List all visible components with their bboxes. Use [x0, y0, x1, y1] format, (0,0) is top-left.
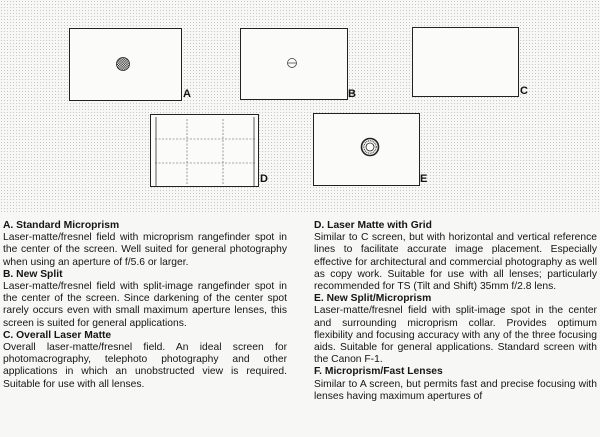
entry-a [3, 220, 287, 269]
right-text-column [314, 220, 597, 403]
entry-f [314, 366, 597, 403]
entry-body: Similar to A screen, but permits fast and precise focusing with lenses having maximum apertures of [314, 378, 597, 402]
screen-e-diagram [313, 113, 420, 186]
entry-body: Laser-matte/fresnel field with split-image spot in the center and surrounding microprism collar. Provides optimum flexibility and focusing accuracy with any of the three focusing aids. Suitable for general applications. Standard screen with the Canon F-1. [314, 305, 597, 366]
entry-e [314, 293, 597, 366]
split-microprism-collar-icon [314, 114, 421, 187]
screen-d-diagram [150, 114, 259, 187]
microprism-spot-icon [70, 29, 183, 102]
entry-title: D. Laser Matte with Grid [314, 220, 432, 231]
screen-c-diagram [412, 27, 519, 97]
screen-e-label: E [420, 173, 428, 185]
screen-b-label: B [348, 88, 356, 100]
entry-b [3, 269, 287, 330]
entry-body: Overall laser-matte/fresnel field. An ideal screen for photomacrography, telephoto photography and other applications in which an unobstructed view is required. Suitable for use with all lenses. [3, 342, 287, 390]
screen-b-diagram [240, 28, 348, 100]
entry-title: A. Standard Microprism [3, 220, 120, 231]
screen-a-diagram [69, 28, 182, 101]
screen-c-label: C [520, 85, 528, 97]
grid-lines-icon [151, 115, 260, 188]
entry-d [314, 220, 597, 293]
entry-title: B. New Split [3, 268, 63, 280]
entry-title: C. Overall Laser Matte [3, 329, 112, 341]
focusing-screens-illustration [0, 0, 600, 212]
entry-title: E. New Split/Microprism [314, 293, 432, 305]
entry-body: Similar to C screen, but with horizontal and vertical reference lines to facilitate accurate image placement. Especially effective for architectural and commercial photography as well as copy work. Suitable for use with all lenses; particularly recommended for TS (Tilt and Shift) 35mm f/2.8 lens. [314, 232, 597, 293]
entry-c [3, 330, 287, 391]
entry-body: Laser-matte/fresnel field with microprism rangefinder spot in the center of the screen. Well suited for general photography when using an aperture of f/5.6 or larger. [3, 232, 287, 268]
split-image-spot-icon [241, 29, 349, 101]
screen-d-label: D [260, 173, 268, 185]
left-text-column [3, 220, 287, 391]
screen-a-label: A [183, 88, 191, 100]
entry-body: Laser-matte/fresnel field with split-image rangefinder spot in the center of the screen. Since darkening of the center spot rarely occurs even with small maximum aperture lenses, this screen is suited for general applications. [3, 281, 287, 329]
entry-title: F. Microprism/Fast Lenses [314, 366, 443, 378]
